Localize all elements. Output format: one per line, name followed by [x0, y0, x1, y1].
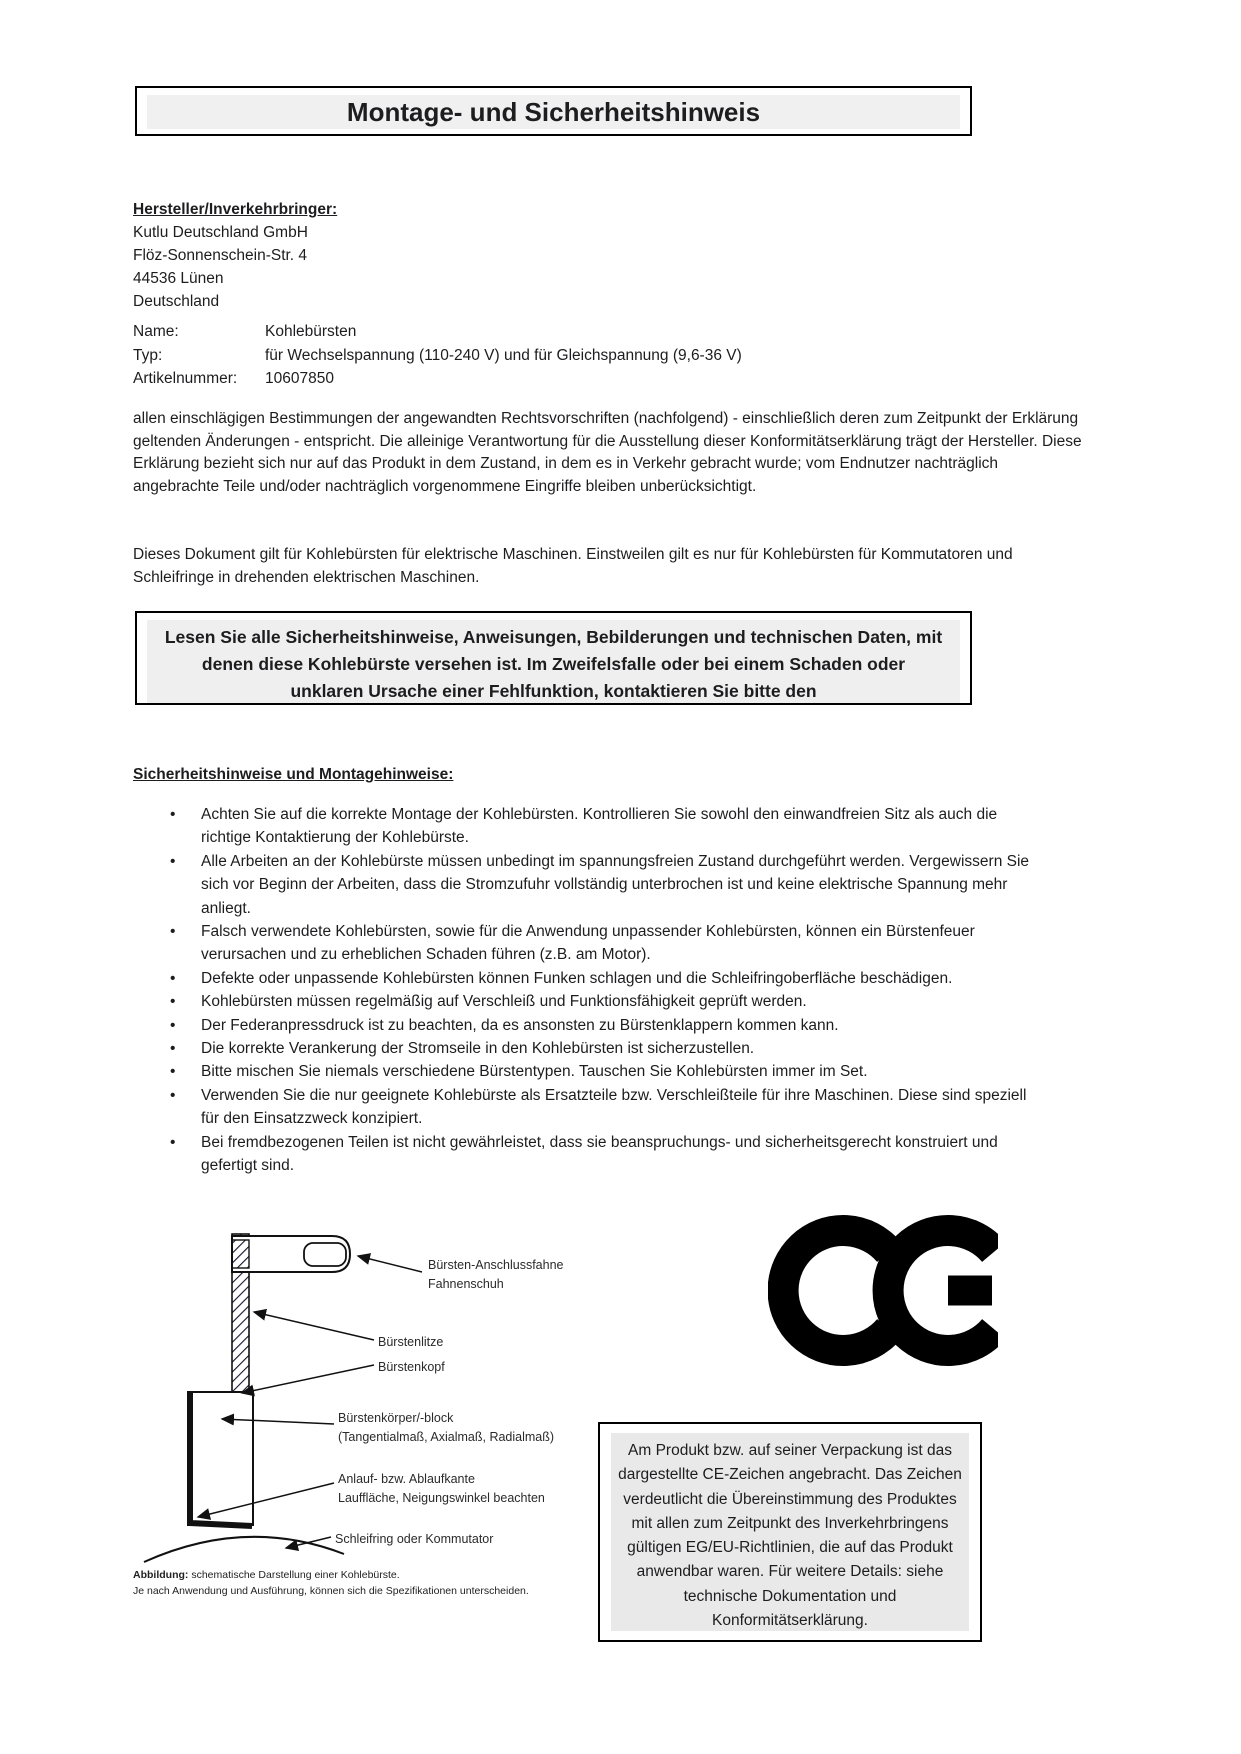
- diagram-label-kante: [338, 1470, 545, 1507]
- safety-bullet-list: [168, 803, 1046, 1178]
- diagram-label-litze: Bürstenlitze: [378, 1335, 444, 1349]
- label-line: Bürsten-Anschlussfahne: [428, 1258, 564, 1272]
- caption-bold: Abbildung:: [133, 1569, 189, 1581]
- label-line: Fahnenschuh: [428, 1276, 504, 1291]
- title-band: [147, 95, 960, 129]
- leader-flag: [358, 1256, 422, 1272]
- product-value: 10607850: [265, 370, 334, 387]
- diagram-label-koerper: [338, 1409, 554, 1446]
- product-label: Name:: [133, 323, 179, 340]
- list-item: • Defekte oder unpassende Kohlebürsten können Funken schlagen und die Schleifringoberfläche beschädigen.: [168, 967, 1046, 990]
- list-item: • Bei fremdbezogenen Teilen ist nicht gewährleistet, dass sie beanspruchungs- und sicherheitsgerecht konstruiert und gefertigt sind.: [168, 1131, 1046, 1178]
- caption-rest: schematische Darstellung einer Kohlebürste.: [188, 1569, 400, 1581]
- product-row-name: [133, 320, 742, 344]
- label-line: Bürstenkörper/-block: [338, 1411, 454, 1425]
- list-item: • Alle Arbeiten an der Kohlebürste müssen unbedingt im spannungsfreien Zustand durchgeführt werden. Vergewissern Sie sich vor Beginn der Arbeiten, dass die Stromzufuhr vollständig unterbrochen ist und keine elektrische Spannung mehr anliegt.: [168, 850, 1046, 920]
- manufacturer-country: Deutschland: [133, 293, 220, 310]
- scope-paragraph: Dieses Dokument gilt für Kohlebürsten für elektrische Maschinen. Einstweilen gilt es nur für Kohlebürsten für Kommutatoren und Schleifringe in drehenden elektrischen Maschinen.: [133, 546, 1013, 586]
- title-box: [135, 86, 972, 136]
- diagram-label-anschlussfahne: [428, 1256, 564, 1293]
- label-line: Anlauf- bzw. Ablaufkante: [338, 1472, 475, 1486]
- terminal-flag-hatch: [232, 1240, 249, 1268]
- caption-line-2: Je nach Anwendung und Ausführung, können sich die Spezifikationen unterscheiden.: [133, 1584, 529, 1597]
- warning-box: [135, 611, 972, 705]
- label-line: Lauffläche, Neigungswinkel beachten: [338, 1490, 545, 1505]
- list-item: • Achten Sie auf die korrekte Montage der Kohlebürsten. Kontrollieren Sie sowohl den einwandfreien Sitz als auch die richtige Kontaktierung der Kohlebürste.: [168, 803, 1046, 850]
- label-line: (Tangentialmaß, Axialmaß, Radialmaß): [338, 1429, 555, 1444]
- warning-band: [147, 620, 960, 705]
- product-row-artikelnummer: [133, 367, 742, 391]
- product-value: für Wechselspannung (110-240 V) und für Gleichspannung (9,6-36 V): [265, 346, 742, 364]
- manufacturer-street: Flöz-Sonnenschein-Str. 4: [133, 247, 308, 264]
- terminal-flag-hole: [304, 1243, 346, 1266]
- list-item: • Verwenden Sie die nur geeignete Kohlebürste als Ersatzteile bzw. Verschleißteile für ihre Maschinen. Diese sind speziell für den Einsatzzweck konzipiert.: [168, 1084, 1046, 1131]
- product-label: Artikelnummer:: [133, 370, 238, 387]
- list-item: • Kohlebürsten müssen regelmäßig auf Verschleiß und Funktionsfähigkeit geprüft werden.: [168, 990, 1046, 1013]
- list-item: • Der Federanpressdruck ist zu beachten, da es ansonsten zu Bürstenklappern kommen kann.: [168, 1014, 1046, 1037]
- ce-explanation-text: Am Produkt bzw. auf seiner Verpackung ist das dargestellte CE-Zeichen angebracht. Das Zeichen verdeutlicht die Übereinstimmung des Produktes mit allen zum Zeitpunkt des Inverkehrbringens gültigen EG/EU-Richtlinien, die auf das Produkt anwendbar waren. Für weitere Details: siehe technische Dokumentation und Konformitätserklärung.: [618, 1442, 962, 1630]
- diagram-label-kopf: Bürstenkopf: [378, 1360, 445, 1374]
- list-item: • Die korrekte Verankerung der Stromseile in den Kohlebürsten ist sicherzustellen.: [168, 1037, 1046, 1060]
- product-row-typ: [133, 344, 742, 368]
- manufacturer-city: 44536 Lünen: [133, 270, 224, 287]
- safety-heading: Sicherheitshinweise und Montagehinweise:: [133, 766, 454, 783]
- declaration-paragraph: allen einschlägigen Bestimmungen der angewandten Rechtsvorschriften (nachfolgend) - einschließlich deren zum Zeitpunkt der Erklärung geltenden Änderungen - entspricht. Die alleinige Verantwortung für die Ausstellung dieser Konformitätserklärung trägt der Hersteller. Diese Erklärung bezieht sich nur auf das Produkt in dem Zustand, in dem es in Verkehr gebracht wurde; vom Endnutzer nachträglich angebrachte Teile und/oder nachträglich vorgenommene Eingriffe bleiben unberücksichtigt.: [133, 410, 1082, 496]
- product-label: Typ:: [133, 346, 163, 364]
- leader-litze: [254, 1312, 374, 1340]
- warning-text: Lesen Sie alle Sicherheitshinweise, Anweisungen, Bebilderungen und technischen Daten, mit denen diese Kohlebürste versehen ist. Im Zweifelsfalle oder bei einem Schaden oder unklaren Ursache einer Fehlfunktion, kontaktieren Sie bitte den: [164, 627, 943, 701]
- manufacturer-heading: Hersteller/Inverkehrbringer:: [133, 201, 338, 218]
- leader-kopf: [242, 1365, 374, 1393]
- ce-explanation-band: [611, 1433, 969, 1631]
- figure-caption: [133, 1568, 529, 1599]
- ce-explanation-box: [598, 1422, 982, 1642]
- list-item: • Falsch verwendete Kohlebürsten, sowie für die Anwendung unpassender Kohlebürsten, können ein Bürstenfeuer verursachen und zu erheblichen Schaden führen (z.B. am Motor).: [168, 920, 1046, 967]
- manufacturer-name: Kutlu Deutschland GmbH: [133, 224, 308, 241]
- product-value: Kohlebürsten: [265, 323, 357, 340]
- product-block: [133, 320, 742, 391]
- page-title: Montage- und Sicherheitshinweis: [346, 96, 761, 127]
- manufacturer-block: [133, 198, 337, 313]
- diagram-label-schleifring: Schleifring oder Kommutator: [335, 1532, 494, 1546]
- list-item: • Bitte mischen Sie niemals verschiedene Bürstentypen. Tauschen Sie Kohlebürsten immer im Set.: [168, 1060, 1046, 1083]
- caption-line-1: [133, 1568, 529, 1584]
- ce-mark-icon: [768, 1213, 998, 1368]
